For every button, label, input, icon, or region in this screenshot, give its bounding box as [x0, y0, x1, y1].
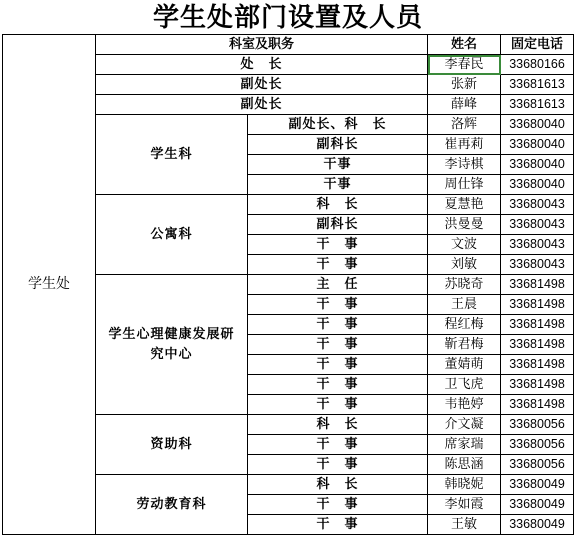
role-cell: 干 事	[248, 355, 428, 375]
name-cell: 王敏	[428, 515, 501, 535]
name-cell: 王晨	[428, 295, 501, 315]
role-cell: 干 事	[248, 435, 428, 455]
section-cell: 学生科	[96, 115, 248, 195]
role-cell: 科 长	[248, 475, 428, 495]
role-cell: 主 任	[248, 275, 428, 295]
phone-cell: 33680049	[501, 515, 574, 535]
phone-cell: 33681498	[501, 335, 574, 355]
phone-cell: 33680040	[501, 135, 574, 155]
phone-cell: 33681498	[501, 315, 574, 335]
name-cell: 周仕锋	[428, 175, 501, 195]
section-cell: 劳动教育科	[96, 475, 248, 535]
name-cell: 陈思涵	[428, 455, 501, 475]
phone-cell: 33680056	[501, 435, 574, 455]
phone-cell: 33681498	[501, 275, 574, 295]
name-cell: 李诗棋	[428, 155, 501, 175]
section-cell: 公寓科	[96, 195, 248, 275]
phone-cell: 33680049	[501, 495, 574, 515]
name-cell: 洪曼曼	[428, 215, 501, 235]
role-cell: 副处长、科 长	[248, 115, 428, 135]
role-cell: 干 事	[248, 515, 428, 535]
name-cell: 韩晓妮	[428, 475, 501, 495]
phone-cell: 33681498	[501, 355, 574, 375]
name-cell[interactable]: 张新	[428, 75, 501, 95]
phone-cell: 33680040	[501, 155, 574, 175]
phone-cell: 33680043	[501, 235, 574, 255]
phone-cell: 33681613	[501, 75, 574, 95]
header-name: 姓名	[428, 35, 501, 55]
role-cell: 干 事	[248, 235, 428, 255]
name-cell: 韦艳婷	[428, 395, 501, 415]
header-role: 科室及职务	[96, 35, 428, 55]
name-cell[interactable]: 李春民	[428, 55, 501, 75]
role-cell: 副科长	[248, 215, 428, 235]
phone-cell: 33680043	[501, 255, 574, 275]
phone-cell: 33681498	[501, 295, 574, 315]
phone-cell: 33681498	[501, 375, 574, 395]
name-cell: 夏慧艳	[428, 195, 501, 215]
role-cell: 副处长	[96, 75, 428, 95]
phone-cell: 33680043	[501, 195, 574, 215]
name-cell: 席家瑞	[428, 435, 501, 455]
header-row	[3, 35, 574, 55]
name-cell: 程红梅	[428, 315, 501, 335]
phone-cell: 33680056	[501, 455, 574, 475]
role-cell: 处 长	[96, 55, 428, 75]
role-cell: 科 长	[248, 195, 428, 215]
name-cell: 苏晓奇	[428, 275, 501, 295]
role-cell: 干 事	[248, 455, 428, 475]
name-cell: 文波	[428, 235, 501, 255]
name-cell: 卫飞虎	[428, 375, 501, 395]
role-cell: 干事	[248, 175, 428, 195]
role-cell: 干 事	[248, 295, 428, 315]
role-cell: 副处长	[96, 95, 428, 115]
role-cell: 干 事	[248, 335, 428, 355]
role-cell: 干 事	[248, 315, 428, 335]
phone-cell: 33680049	[501, 475, 574, 495]
name-cell: 靳君梅	[428, 335, 501, 355]
name-cell[interactable]: 薛峰	[428, 95, 501, 115]
phone-cell: 33681498	[501, 395, 574, 415]
header-phone: 固定电话	[501, 35, 574, 55]
phone-cell: 33680040	[501, 115, 574, 135]
role-cell: 干 事	[248, 495, 428, 515]
name-cell: 介文凝	[428, 415, 501, 435]
phone-cell: 33680056	[501, 415, 574, 435]
role-cell: 科 长	[248, 415, 428, 435]
phone-cell: 33681613	[501, 95, 574, 115]
section-cell: 资助科	[96, 415, 248, 475]
name-cell: 董婧萌	[428, 355, 501, 375]
department-cell: 学生处	[3, 35, 96, 535]
name-cell: 崔再莉	[428, 135, 501, 155]
role-cell: 干 事	[248, 375, 428, 395]
role-cell: 干 事	[248, 255, 428, 275]
phone-cell: 33680040	[501, 175, 574, 195]
staff-table	[2, 34, 574, 535]
section-cell: 学生心理健康发展研究中心	[96, 275, 248, 415]
phone-cell: 33680166	[501, 55, 574, 75]
page-title: 学生处部门设置及人员	[152, 3, 423, 33]
name-cell: 李如霞	[428, 495, 501, 515]
role-cell: 副科长	[248, 135, 428, 155]
role-cell: 干事	[248, 155, 428, 175]
name-cell: 刘敏	[428, 255, 501, 275]
staff-table-body	[3, 35, 574, 535]
phone-cell: 33680043	[501, 215, 574, 235]
role-cell: 干 事	[248, 395, 428, 415]
name-cell: 洛辉	[428, 115, 501, 135]
